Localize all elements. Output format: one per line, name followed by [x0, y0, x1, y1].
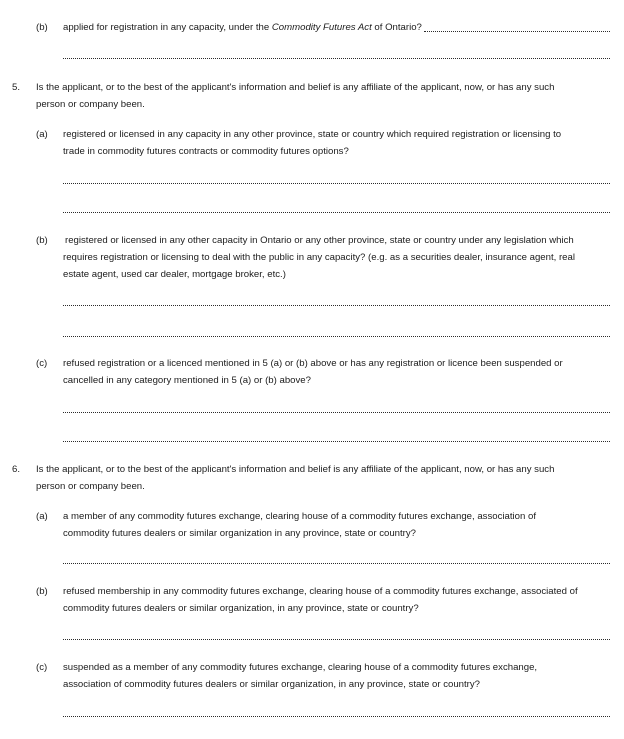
- q6-question-line-2: person or company been.: [36, 481, 145, 492]
- q6b-label: (b): [36, 586, 48, 597]
- q6c-line-2: association of commodity futures dealers or similar organization, in any province, state or country?: [63, 679, 480, 690]
- q6a-label: (a): [36, 511, 48, 522]
- q6b-line-1: refused membership in any commodity futures exchange, clearing house of a commodity futures exchange, associated of: [63, 586, 578, 597]
- q4b-label: (b): [36, 22, 48, 33]
- q6a-line-1: a member of any commodity futures exchange, clearing house of a commodity futures exchange, association of: [63, 511, 537, 522]
- q5c-answer-line-2[interactable]: [63, 441, 610, 442]
- q6a-line-2: commodity futures dealers or similar organization in any province, state or country?: [63, 528, 416, 539]
- q4b-answer-line-2[interactable]: [63, 58, 610, 59]
- q5c-label: (c): [36, 358, 48, 369]
- q5b-answer-line-1[interactable]: [63, 305, 610, 306]
- q6-number: 6.: [12, 464, 21, 475]
- q6c-label: (c): [36, 662, 48, 673]
- q5c-line-2: cancelled in any category mentioned in 5 (a) or (b) above?: [63, 375, 311, 386]
- q5b-answer-line-2[interactable]: [63, 336, 610, 337]
- q5a-line-1: registered or licensed in any capacity in any other province, state or country which required registration or licensing to: [63, 129, 562, 140]
- q5-question-line-1: Is the applicant, or to the best of the applicant's information and belief is any affiliate of the applicant, now, or has any such: [36, 82, 555, 93]
- q5a-label: (a): [36, 129, 48, 140]
- q6c-answer-line[interactable]: [63, 716, 610, 717]
- q6b-line-2: commodity futures dealers or similar organization, in any province, state or country?: [63, 603, 419, 614]
- q5c-answer-line-1[interactable]: [63, 412, 610, 413]
- q5-question-line-2: person or company been.: [36, 99, 145, 110]
- q6b-answer-line[interactable]: [63, 639, 610, 640]
- q5a-answer-line-2[interactable]: [63, 212, 610, 213]
- q6-question-line-1: Is the applicant, or to the best of the applicant's information and belief is any affiliate of the applicant, now, or has any such: [36, 464, 555, 475]
- q4b-text: applied for registration in any capacity, under the Commodity Futures Act of Ontario?: [63, 22, 422, 33]
- q6c-line-1: suspended as a member of any commodity futures exchange, clearing house of a commodity futures exchange,: [63, 662, 538, 673]
- q6a-answer-line[interactable]: [63, 563, 610, 564]
- q5b-line-3: estate agent, used car dealer, mortgage broker, etc.): [63, 269, 286, 280]
- q5c-line-1: refused registration or a licenced mentioned in 5 (a) or (b) above or has any registration or licence been suspended or: [63, 358, 563, 369]
- q5b-line-2: requires registration or licensing to deal with the public in any capacity? (e.g. as a securities dealer, insurance agent, real: [63, 252, 575, 263]
- q5a-answer-line-1[interactable]: [63, 183, 610, 184]
- q5a-line-2: trade in commodity futures contracts or commodity futures options?: [63, 146, 349, 157]
- q4b-answer-line-1[interactable]: [424, 31, 610, 32]
- q5b-label: (b): [36, 235, 48, 246]
- q5-number: 5.: [12, 82, 21, 93]
- q5b-line-1: registered or licensed in any other capacity in Ontario or any other province, state or country under any legislation which: [65, 235, 574, 246]
